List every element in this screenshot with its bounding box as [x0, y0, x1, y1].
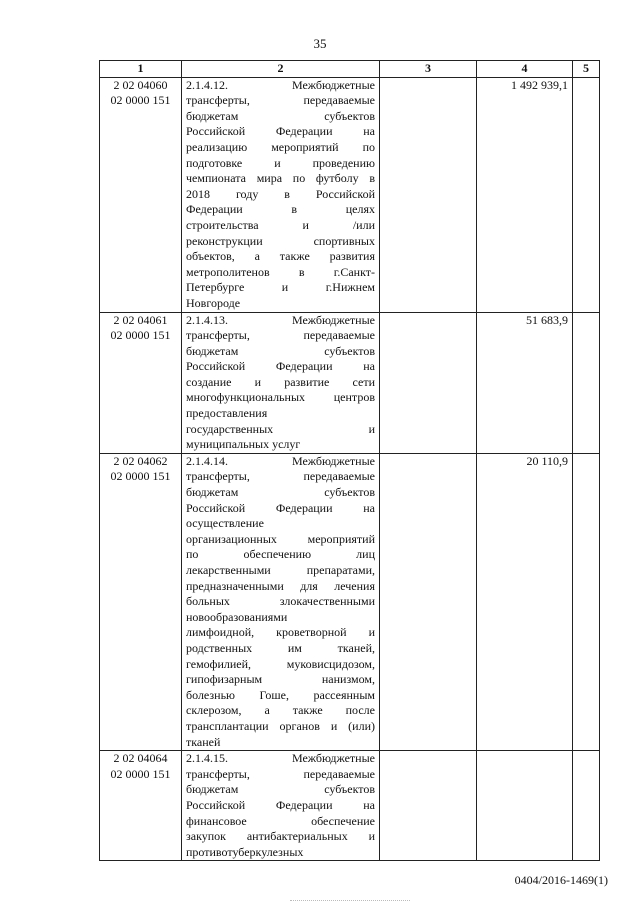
column-header: 1 — [100, 61, 182, 78]
description-line: реализацию мероприятий по — [186, 139, 375, 154]
description-line: подготовке и проведению — [186, 155, 375, 170]
description-line: Российской Федерации на — [186, 500, 375, 515]
description-line: строительства и /или — [186, 217, 375, 232]
column-5-cell — [573, 312, 600, 453]
column-5-cell — [573, 751, 600, 861]
column-5-cell — [573, 77, 600, 312]
description-line: предназначенными для лечения — [186, 578, 375, 593]
description-line: многофункциональных центров — [186, 390, 375, 405]
description-line: Российской Федерации на — [186, 797, 375, 812]
description-line: объектов, а также развития — [186, 249, 375, 264]
description-line: болезнью Гоше, рассеянным — [186, 687, 375, 702]
description-line: трансферты, передаваемые — [186, 469, 375, 484]
description-line: закупок антибактериальных и — [186, 829, 375, 844]
column-header: 5 — [573, 61, 600, 78]
description-line: гипофизарным нанизмом, — [186, 672, 375, 687]
description-cell — [182, 453, 380, 750]
table-body — [100, 77, 600, 861]
budget-code-cell — [100, 453, 182, 750]
description-line: склерозом, а также после — [186, 703, 375, 718]
description-line: новообразованиями — [186, 609, 288, 624]
budget-code-line: 2 02 04061 — [113, 312, 168, 327]
description-line: Новгороде — [186, 295, 241, 310]
description-line: противотуберкулезных — [186, 844, 304, 859]
description-line: Федерации в целях — [186, 202, 375, 217]
column-header: 2 — [182, 61, 380, 78]
column-3-cell — [380, 77, 477, 312]
description-line: больных злокачественными — [186, 594, 375, 609]
description-line: трансферты, передаваемые — [186, 93, 375, 108]
description-line: метрополитенов в г.Санкт- — [186, 264, 375, 279]
document-code: 0404/2016-1469(1) — [514, 873, 608, 887]
description-line: Петербурге и г.Нижнем — [186, 280, 375, 295]
column-header: 3 — [380, 61, 477, 78]
description-line: бюджетам субъектов — [186, 343, 375, 358]
budget-code-line: 2 02 04062 — [113, 453, 168, 468]
budget-code-line: 02 0000 151 — [110, 93, 171, 108]
description-line: государственных и — [186, 421, 375, 436]
description-line: бюджетам субъектов — [186, 485, 375, 500]
budget-code-cell — [100, 77, 182, 312]
description-line: трансферты, передаваемые — [186, 328, 375, 343]
budget-code-cell — [100, 751, 182, 861]
column-3-cell — [380, 751, 477, 861]
description-line: муниципальных услуг — [186, 437, 301, 452]
description-line: по обеспечению лиц — [186, 547, 375, 562]
description-line: реконструкции спортивных — [186, 233, 375, 248]
budget-code-line: 02 0000 151 — [110, 766, 171, 781]
description-line: гемофилией, муковисцидозом, — [186, 656, 375, 671]
amount-cell — [477, 751, 573, 861]
description-cell — [182, 77, 380, 312]
page-number: 35 — [313, 36, 327, 51]
description-line: осуществление — [186, 516, 264, 531]
description-line: организационных мероприятий — [186, 531, 375, 546]
description-line: лекарственными препаратами, — [186, 563, 375, 577]
description-line: трансплантации органов и (или) — [186, 718, 375, 733]
budget-code-cell — [100, 312, 182, 453]
description-line: лимфоидной, кроветворной и — [186, 625, 375, 640]
description-line: предоставления — [186, 406, 268, 421]
column-5-cell — [573, 453, 600, 750]
budget-code-line: 2 02 04064 — [113, 751, 168, 766]
budget-code-line: 02 0000 151 — [110, 328, 171, 343]
description-cell — [182, 751, 380, 861]
column-header: 4 — [477, 61, 573, 78]
description-line: 2.1.4.14. Межбюджетные — [186, 453, 375, 468]
amount-cell: 1 492 939,1 — [477, 77, 573, 312]
description-line: 2.1.4.13. Межбюджетные — [186, 312, 375, 327]
column-3-cell — [380, 312, 477, 453]
description-line: финансовое обеспечение — [186, 813, 375, 828]
description-line: создание и развитие сети — [186, 374, 375, 389]
table-header-row — [100, 61, 600, 78]
budget-code-line: 2 02 04060 — [113, 77, 168, 92]
amount-cell: 51 683,9 — [477, 312, 573, 453]
description-line: родственных им тканей, — [186, 640, 375, 655]
description-line: бюджетам субъектов — [186, 782, 375, 797]
description-line: Российской Федерации на — [186, 124, 375, 139]
budget-table — [99, 60, 600, 861]
table-row — [100, 453, 600, 750]
description-line: 2.1.4.15. Межбюджетные — [186, 751, 375, 766]
budget-code-line: 02 0000 151 — [110, 469, 171, 484]
table-row — [100, 751, 600, 861]
scan-artifact — [290, 900, 410, 903]
description-line: тканей — [186, 734, 221, 749]
amount-cell: 20 110,9 — [477, 453, 573, 750]
column-3-cell — [380, 453, 477, 750]
description-cell — [182, 312, 380, 453]
table-row — [100, 77, 600, 312]
description-line: 2018 году в Российской — [186, 186, 375, 201]
description-line: чемпионата мира по футболу в — [186, 171, 375, 186]
description-line: Российской Федерации на — [186, 359, 375, 374]
description-line: трансферты, передаваемые — [186, 766, 375, 781]
description-line: бюджетам субъектов — [186, 108, 375, 123]
description-line: 2.1.4.12. Межбюджетные — [186, 77, 375, 92]
table-row — [100, 312, 600, 453]
